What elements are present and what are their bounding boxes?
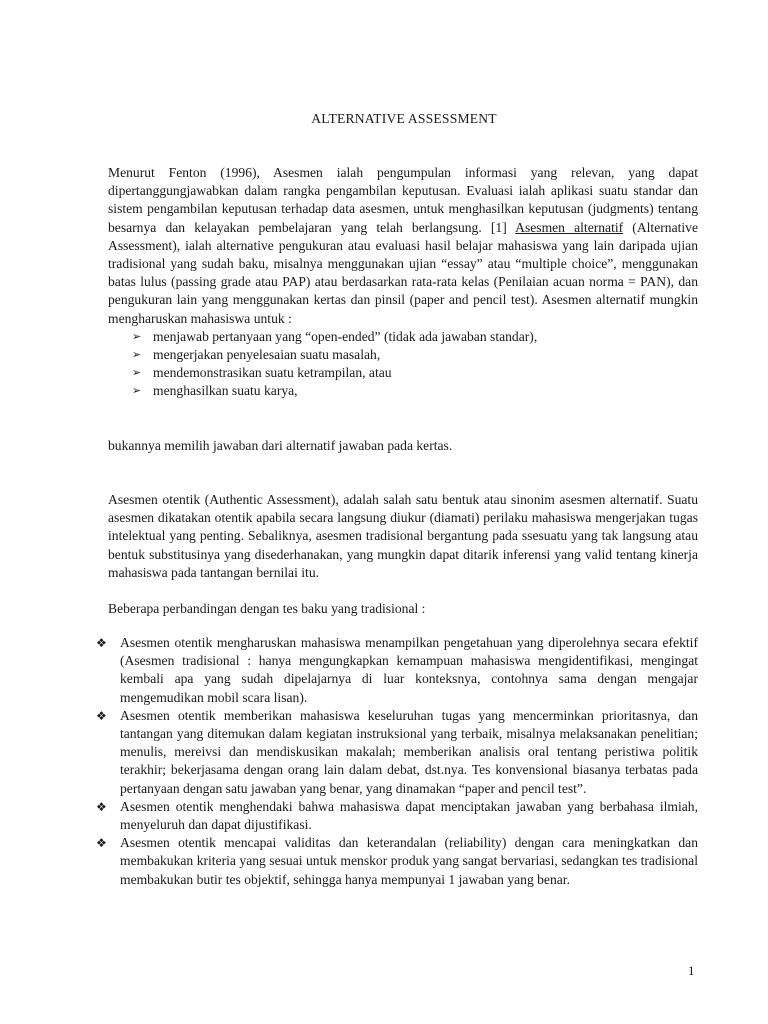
page-number: 1: [688, 963, 695, 978]
arrowhead-bullet-icon: ➢: [132, 366, 142, 380]
list-item-text: Asesmen otentik mencapai validitas dan keterandalan (reliability) dengan cara meningkatkan dan membakukan kriteria yang sesuai untuk menskor produk yang sangat bervariasi, sedangkan tes tradisional membakukan butir tes objektif, sehingga hanya mempunyai 1 jawaban yang benar.: [120, 835, 698, 887]
list-item: [132, 364, 698, 382]
paragraph-definition: [108, 164, 698, 328]
arrowhead-bullet-icon: ➢: [132, 348, 142, 362]
paragraph-definition-text: Menurut Fenton (1996), Asesmen ialah pengumpulan informasi yang relevan, yang dapat dipertanggungjawabkan dalam rangka pengambilan keputusan. Evaluasi ialah aplikasi suatu standar dan sistem pengambilan keputusan terhadap data asesmen, untuk menghasilkan keputusan (judgments) tentang besarnya dan kelayakan pembelajaran yang telah berlangsung. [1]: [108, 165, 698, 235]
comparison-list: [96, 634, 698, 889]
list-item-text: mendemonstrasikan suatu ketrampilan, atau: [153, 365, 392, 381]
arrowhead-bullet-icon: ➢: [132, 329, 142, 343]
list-item-text: Asesmen otentik memberikan mahasiswa keseluruhan tugas yang mencerminkan prioritasnya, dan tantangan yang ditemukan dalam kegiatan instruksional yang terbaik, misalnya melaksanakan penelitian; menulis, mereivsi dan mendiskusikan makalah; memberikan analisis oral tentang peristiwa politik terakhir; bekerjasama dengan orang lain dalam debat, dst.nya. Tes konvensional biasanya terbatas pada pertanyaan dengan satu jawaban yang benar, yang dinamakan “paper and pencil test”.: [120, 707, 698, 796]
paragraph-authentic: Asesmen otentik (Authentic Assessment), adalah salah satu bentuk atau sinonim asesmen alternatif. Suatu asesmen dikatakan otentik apabila secara langsung diukur (diamati) perilaku mahasiswa mengerjakan tugas intelektual yang penting. Sebaliknya, asesmen tradisional bergantung pada ssesuatu yang tak langsung atau bentuk substitusinya yang disederhanakan, yang mungkin dapat ditarik inferensi yang valid tentang kinerja mahasiswa pada tantangan bernilai itu.: [108, 492, 698, 580]
underlined-term: Asesmen alternatif: [515, 219, 624, 235]
list-item-text: menghasilkan suatu karya,: [153, 383, 298, 399]
diamond-bullet-icon: ❖: [96, 799, 107, 814]
paragraph-comparison-intro: Beberapa perbandingan dengan tes baku yang tradisional :: [108, 601, 426, 616]
list-item: [132, 346, 698, 364]
diamond-bullet-icon: ❖: [96, 708, 107, 723]
diamond-bullet-icon: ❖: [96, 636, 107, 650]
paragraph-alternative-text: (Alternative Assessment), ialah alternative pengukuran atau evaluasi hasil belajar mahasiswa yang lain daripada ujian tradisional yang sudah baku, misalnya menggunakan ujian “essay” atau “multiple choice”, menggunakan batas lulus (passing grade atau PAP) atau berdasarkan rata-rata kelas (Penilaian acuan norma = PAN), dan pengukuran lain yang menggunakan kertas dan pinsil (paper and pencil test). Asesmen alternatif mungkin mengharuskan mahasiswa untuk :: [108, 219, 698, 326]
paragraph-instead: bukannya memilih jawaban dari alternatif jawaban pada kertas.: [108, 438, 453, 453]
authentic-section: [108, 491, 698, 582]
list-item: [96, 798, 698, 834]
requirements-list: [108, 328, 698, 401]
document-title: ALTERNATIVE ASSESSMENT: [311, 111, 497, 126]
arrowhead-bullet-icon: ➢: [132, 384, 142, 398]
list-item-text: menjawab pertanyaan yang “open-ended” (tidak ada jawaban standar),: [153, 328, 538, 344]
list-item-text: Asesmen otentik menghendaki bahwa mahasiswa dapat menciptakan jawaban yang berbahasa ilmiah, menyeluruh dan dapat dijustifikasi.: [120, 798, 698, 833]
list-item: [96, 634, 698, 707]
list-item: [132, 328, 698, 346]
list-item: [96, 707, 698, 798]
list-item: [96, 834, 698, 889]
list-item-text: mengerjakan penyelesaian suatu masalah,: [153, 347, 381, 363]
diamond-bullet-icon: ❖: [96, 836, 107, 851]
intro-section: [108, 164, 698, 401]
list-item: [132, 382, 698, 400]
list-item-text: Asesmen otentik mengharuskan mahasiswa menampilkan pengetahuan yang diperolehnya secara efektif (Asesmen tradisional : hanya mengungkapkan kemampuan mahasiswa mengidentifikasi, mengingat kembali apa yang sudah dipelajarnya di luar konteksnya, contohnya sama dengan mengajar mengemudikan mobil scara lisan).: [120, 635, 698, 705]
